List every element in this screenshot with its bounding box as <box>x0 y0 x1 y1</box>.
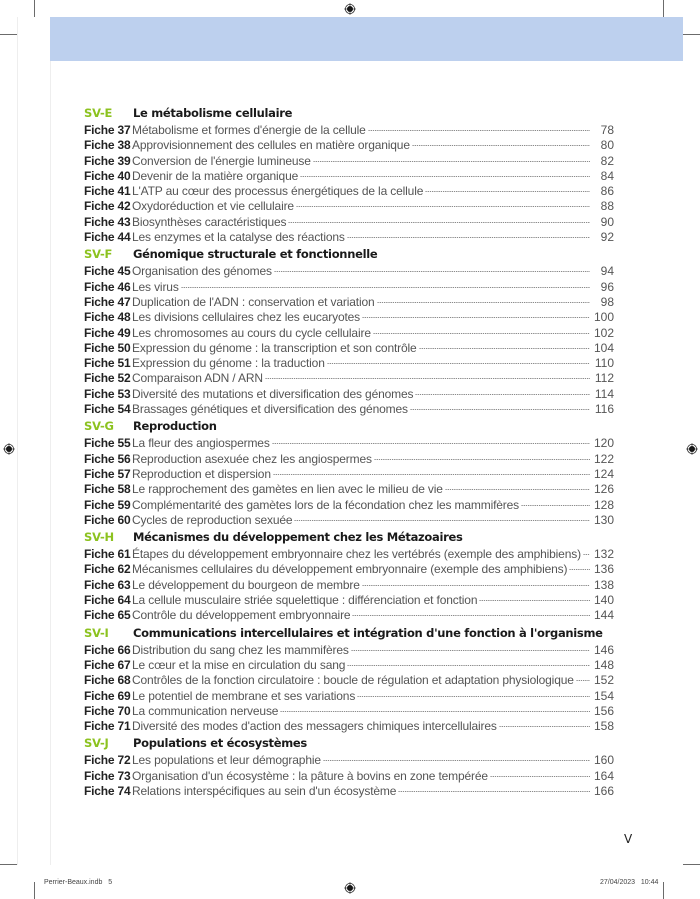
crop-mark-bottom-right-vertical <box>663 882 664 899</box>
entry-title: Conversion de l'énergie lumineuse <box>132 153 311 168</box>
registration-mark-icon <box>3 443 15 455</box>
fiche-number: Fiche 40 <box>84 168 131 183</box>
fiche-number: Fiche 42 <box>84 199 131 214</box>
toc-entry[interactable] <box>84 452 614 467</box>
entry-page-number: 146 <box>594 642 615 657</box>
dot-leader <box>288 222 590 223</box>
entry-page-number: 166 <box>594 783 615 798</box>
fiche-number: Fiche 74 <box>84 783 131 798</box>
toc-entry[interactable] <box>84 184 614 199</box>
entry-page-number: 152 <box>594 673 615 688</box>
toc-section <box>84 247 614 417</box>
fiche-number: Fiche 37 <box>84 123 131 137</box>
slug-filename: Perrier-Beaux.indb 5 <box>44 879 113 886</box>
entry-page-number: 140 <box>594 593 615 608</box>
entry-page-number: 158 <box>594 719 615 734</box>
toc-entry[interactable] <box>84 498 614 513</box>
toc-entry[interactable] <box>84 643 614 658</box>
entry-title: Le développement du bourgeon de membre <box>132 577 360 592</box>
toc-entry[interactable] <box>84 562 614 577</box>
toc-entry[interactable] <box>84 753 614 768</box>
entry-page-number: 138 <box>594 577 615 592</box>
dot-leader <box>576 680 590 681</box>
fiche-number: Fiche 53 <box>84 386 131 401</box>
entry-title: La fleur des angiospermes <box>132 436 270 451</box>
dot-leader <box>347 665 590 666</box>
entry-page-number: 116 <box>594 402 614 417</box>
page-number: V <box>624 832 633 846</box>
toc-entry[interactable] <box>84 513 614 528</box>
entry-page-number: 104 <box>594 340 615 355</box>
entry-title: Le rapprochement des gamètes en lien avec le milieu de vie <box>132 482 443 497</box>
entry-page-number: 80 <box>600 138 614 153</box>
dot-leader <box>300 176 590 177</box>
toc-section <box>84 106 614 245</box>
fiche-number: Fiche 44 <box>84 230 131 245</box>
fiche-number: Fiche 61 <box>84 547 131 562</box>
entry-title: Le cœur et la mise en circulation du sang <box>132 657 346 672</box>
fiche-number: Fiche 63 <box>84 577 131 592</box>
section-title: Génomique structurale et fonctionnelle <box>133 247 378 262</box>
fiche-number: Fiche 69 <box>84 688 131 703</box>
toc-entry[interactable] <box>84 138 614 153</box>
section-code: SV-E <box>84 106 113 120</box>
section-title: Mécanismes du développement chez les Métazoaires <box>133 530 463 545</box>
crop-mark-top-right-vertical <box>663 0 664 17</box>
dot-leader <box>410 409 590 410</box>
dot-leader <box>415 394 590 395</box>
dot-leader <box>273 474 590 475</box>
entry-title: Devenir de la matière organique <box>132 168 299 183</box>
toc-entry[interactable] <box>84 387 614 402</box>
toc-entry[interactable] <box>84 784 614 799</box>
entry-title: Expression du génome : la transcription et son contrôle <box>132 340 417 355</box>
dot-leader <box>412 145 590 146</box>
fiche-number: Fiche 57 <box>84 466 131 481</box>
entry-title: L'ATP au cœur des processus énergétiques de la cellule <box>132 184 424 199</box>
toc-section <box>84 736 614 799</box>
entry-page-number: 90 <box>600 214 614 229</box>
entry-page-number: 148 <box>594 657 615 672</box>
toc-entry[interactable] <box>84 704 614 719</box>
section-title: Reproduction <box>133 419 217 434</box>
crop-mark-bottom-left-horizontal <box>0 864 17 865</box>
entry-title: Cycles de reproduction sexuée <box>132 512 293 527</box>
registration-mark-icon <box>686 443 698 455</box>
fiche-number: Fiche 43 <box>84 214 131 229</box>
fiche-number: Fiche 55 <box>84 436 131 451</box>
entry-page-number: 144 <box>594 608 615 623</box>
section-heading <box>84 530 614 547</box>
entry-title: Contrôle du développement embryonnaire <box>132 608 351 623</box>
section-code: SV-F <box>84 247 113 262</box>
toc-section <box>84 626 614 735</box>
entry-title: La cellule musculaire striée squelettique : différenciation et fonction <box>132 593 478 608</box>
dot-leader <box>265 378 590 379</box>
entry-page-number: 82 <box>600 153 614 168</box>
entry-title: Biosynthèses caractéristiques <box>132 214 287 229</box>
toc-entry[interactable] <box>84 230 614 245</box>
entry-page-number: 130 <box>594 512 615 527</box>
entry-title: Organisation d'un écosystème : la pâture à bovins en zone tempérée <box>132 768 488 783</box>
entry-title: Métabolisme et formes d'énergie de la cellule <box>132 123 366 137</box>
entry-page-number: 124 <box>594 466 615 481</box>
entry-title: Étapes du développement embryonnaire chez les vertébrés (exemple des amphibiens) <box>132 547 581 562</box>
dot-leader <box>374 459 590 460</box>
toc-entry[interactable] <box>84 719 614 734</box>
entry-title: Les populations et leur démographie <box>132 753 321 768</box>
entry-page-number: 112 <box>594 371 614 386</box>
entry-page-number: 100 <box>594 310 615 325</box>
fiche-number: Fiche 45 <box>84 264 131 279</box>
section-heading <box>84 247 614 264</box>
toc-entry[interactable] <box>84 371 614 386</box>
crop-mark-top-left-vertical <box>34 0 35 17</box>
toc-entry[interactable] <box>84 199 614 214</box>
fiche-number: Fiche 73 <box>84 768 131 783</box>
toc-entry[interactable] <box>84 280 614 295</box>
entry-page-number: 88 <box>600 199 614 214</box>
dot-leader <box>445 489 590 490</box>
entry-title: Les divisions cellulaires chez les eucaryotes <box>132 310 361 325</box>
entry-title: Distribution du sang chez les mammifères <box>132 642 349 657</box>
toc-entry[interactable] <box>84 593 614 608</box>
fiche-number: Fiche 62 <box>84 562 131 577</box>
dot-leader <box>479 600 590 601</box>
table-of-contents <box>84 104 614 801</box>
entry-title: Les virus <box>132 279 179 294</box>
entry-page-number: 92 <box>600 230 614 245</box>
fiche-number: Fiche 48 <box>84 310 131 325</box>
toc-section <box>84 419 614 528</box>
toc-entry[interactable] <box>84 341 614 356</box>
dot-leader <box>274 271 590 272</box>
entry-page-number: 122 <box>594 451 615 466</box>
fiche-number: Fiche 49 <box>84 325 131 340</box>
fiche-number: Fiche 64 <box>84 593 131 608</box>
fiche-number: Fiche 51 <box>84 356 131 371</box>
fiche-number: Fiche 58 <box>84 482 131 497</box>
entry-title: Le potentiel de membrane et ses variations <box>132 688 356 703</box>
dot-leader <box>368 130 590 131</box>
fiche-number: Fiche 54 <box>84 402 131 417</box>
dot-leader <box>373 333 590 334</box>
entry-title: Relations interspécifiques au sein d'un écosystème <box>132 783 397 798</box>
fiche-number: Fiche 52 <box>84 371 131 386</box>
crop-mark-top-left-horizontal <box>0 34 17 35</box>
entry-title: Oxydoréduction et vie cellulaire <box>132 199 294 214</box>
section-code: SV-H <box>84 530 114 545</box>
fiche-number: Fiche 66 <box>84 642 131 657</box>
fiche-number: Fiche 56 <box>84 451 131 466</box>
dot-leader <box>583 554 590 555</box>
toc-entry[interactable] <box>84 123 614 138</box>
dot-leader <box>296 206 590 207</box>
entry-title: Organisation des génomes <box>132 264 272 279</box>
fiche-number: Fiche 72 <box>84 753 131 768</box>
toc-entry[interactable] <box>84 326 614 341</box>
entry-page-number: 156 <box>594 703 615 718</box>
section-heading <box>84 736 614 753</box>
crop-mark-bottom-left-vertical <box>34 882 35 899</box>
fiche-number: Fiche 70 <box>84 703 131 718</box>
dot-leader <box>272 443 590 444</box>
entry-title: Les chromosomes au cours du cycle cellulaire <box>132 325 371 340</box>
dot-leader <box>398 791 590 792</box>
toc-entry[interactable] <box>84 673 614 688</box>
crop-mark-top-right-horizontal <box>683 34 700 35</box>
entry-page-number: 78 <box>600 123 614 137</box>
entry-title: Complémentarité des gamètes lors de la fécondation chez les mammifères <box>132 497 520 512</box>
dot-leader <box>569 569 590 570</box>
entry-title: Duplication de l'ADN : conservation et variation <box>132 294 375 309</box>
section-code: SV-I <box>84 625 109 640</box>
toc-entry[interactable] <box>84 482 614 497</box>
dot-leader <box>181 287 590 288</box>
entry-title: Contrôles de la fonction circulatoire : boucle de régulation et adaptation physiologique <box>132 673 574 688</box>
entry-page-number: 110 <box>594 356 614 371</box>
section-title: Populations et écosystèmes <box>133 736 307 751</box>
toc-entry[interactable] <box>84 769 614 784</box>
fiche-number: Fiche 41 <box>84 184 131 199</box>
fiche-number: Fiche 39 <box>84 153 131 168</box>
entry-title: Expression du génome : la traduction <box>132 356 325 371</box>
dot-leader <box>490 776 590 777</box>
entry-title: Diversité des mutations et diversification des génomes <box>132 386 414 401</box>
toc-entry[interactable] <box>84 154 614 169</box>
fiche-number: Fiche 50 <box>84 340 131 355</box>
entry-title: Mécanismes cellulaires du développement embryonnaire (exemple des amphibiens) <box>132 562 568 577</box>
toc-entry[interactable] <box>84 402 614 417</box>
dot-leader <box>362 585 590 586</box>
toc-entry[interactable] <box>84 608 614 623</box>
dot-leader <box>323 760 590 761</box>
entry-page-number: 164 <box>594 768 615 783</box>
entry-page-number: 114 <box>594 386 614 401</box>
entry-title: Approvisionnement des cellules en matière organique <box>132 138 410 153</box>
toc-entry[interactable] <box>84 310 614 325</box>
toc-entry[interactable] <box>84 295 614 310</box>
entry-page-number: 126 <box>594 482 615 497</box>
entry-page-number: 86 <box>600 184 614 199</box>
entry-page-number: 96 <box>600 279 614 294</box>
fiche-number: Fiche 68 <box>84 673 131 688</box>
dot-leader <box>294 520 590 521</box>
section-heading <box>84 106 614 123</box>
entry-title: Reproduction asexuée chez les angiospermes <box>132 451 372 466</box>
toc-entry[interactable] <box>84 578 614 593</box>
entry-page-number: 160 <box>594 753 615 768</box>
entry-title: Les enzymes et la catalyse des réactions <box>132 230 345 245</box>
dot-leader <box>313 161 590 162</box>
toc-entry[interactable] <box>84 436 614 451</box>
section-heading <box>84 626 614 643</box>
entry-page-number: 84 <box>600 168 614 183</box>
toc-section <box>84 530 614 623</box>
fiche-number: Fiche 38 <box>84 138 131 153</box>
dot-leader <box>377 302 590 303</box>
dot-leader <box>327 363 590 364</box>
entry-page-number: 94 <box>600 264 614 279</box>
fiche-number: Fiche 60 <box>84 512 131 527</box>
entry-page-number: 132 <box>594 547 615 562</box>
dot-leader <box>280 711 590 712</box>
bleed-guide-left <box>17 17 18 865</box>
toc-entry[interactable] <box>84 356 614 371</box>
fiche-number: Fiche 59 <box>84 497 131 512</box>
entry-title: La communication nerveuse <box>132 703 279 718</box>
registration-mark-icon <box>344 882 356 894</box>
section-title: Le métabolisme cellulaire <box>133 106 293 120</box>
section-code: SV-G <box>84 419 114 434</box>
dot-leader <box>425 191 590 192</box>
section-title: Communications intercellulaires et intégration d'une fonction à l'organisme <box>133 625 603 640</box>
toc-entry[interactable] <box>84 547 614 562</box>
fiche-number: Fiche 71 <box>84 719 131 734</box>
entry-page-number: 136 <box>594 562 615 577</box>
fiche-number: Fiche 46 <box>84 279 131 294</box>
dot-leader <box>499 726 590 727</box>
dot-leader <box>351 650 590 651</box>
toc-entry[interactable] <box>84 169 614 184</box>
entry-page-number: 102 <box>594 325 615 340</box>
fiche-number: Fiche 47 <box>84 294 131 309</box>
toc-entry[interactable] <box>84 467 614 482</box>
header-band <box>50 17 683 61</box>
entry-title: Reproduction et dispersion <box>132 466 271 481</box>
dot-leader <box>347 237 590 238</box>
trim-guide-left <box>50 61 51 865</box>
fiche-number: Fiche 67 <box>84 657 131 672</box>
toc-entry[interactable] <box>84 658 614 673</box>
toc-entry[interactable] <box>84 264 614 279</box>
dot-leader <box>357 696 590 697</box>
entry-title: Diversité des modes d'action des messagers chimiques intercellulaires <box>132 719 497 734</box>
dot-leader <box>419 348 590 349</box>
toc-entry[interactable] <box>84 689 614 704</box>
fiche-number: Fiche 65 <box>84 608 131 623</box>
dot-leader <box>352 615 590 616</box>
slug-datetime: 27/04/2023 10:44 <box>600 879 659 886</box>
entry-page-number: 98 <box>600 294 614 309</box>
entry-title: Brassages génétiques et diversification des génomes <box>132 402 408 417</box>
entry-page-number: 154 <box>594 688 615 703</box>
entry-page-number: 120 <box>594 436 615 451</box>
section-code: SV-J <box>84 736 109 751</box>
toc-entry[interactable] <box>84 215 614 230</box>
entry-page-number: 128 <box>594 497 615 512</box>
dot-leader <box>521 505 590 506</box>
section-heading <box>84 419 614 436</box>
crop-mark-bottom-right-horizontal <box>683 864 700 865</box>
entry-title: Comparaison ADN / ARN <box>132 371 263 386</box>
dot-leader <box>362 317 590 318</box>
registration-mark-icon <box>344 3 356 15</box>
